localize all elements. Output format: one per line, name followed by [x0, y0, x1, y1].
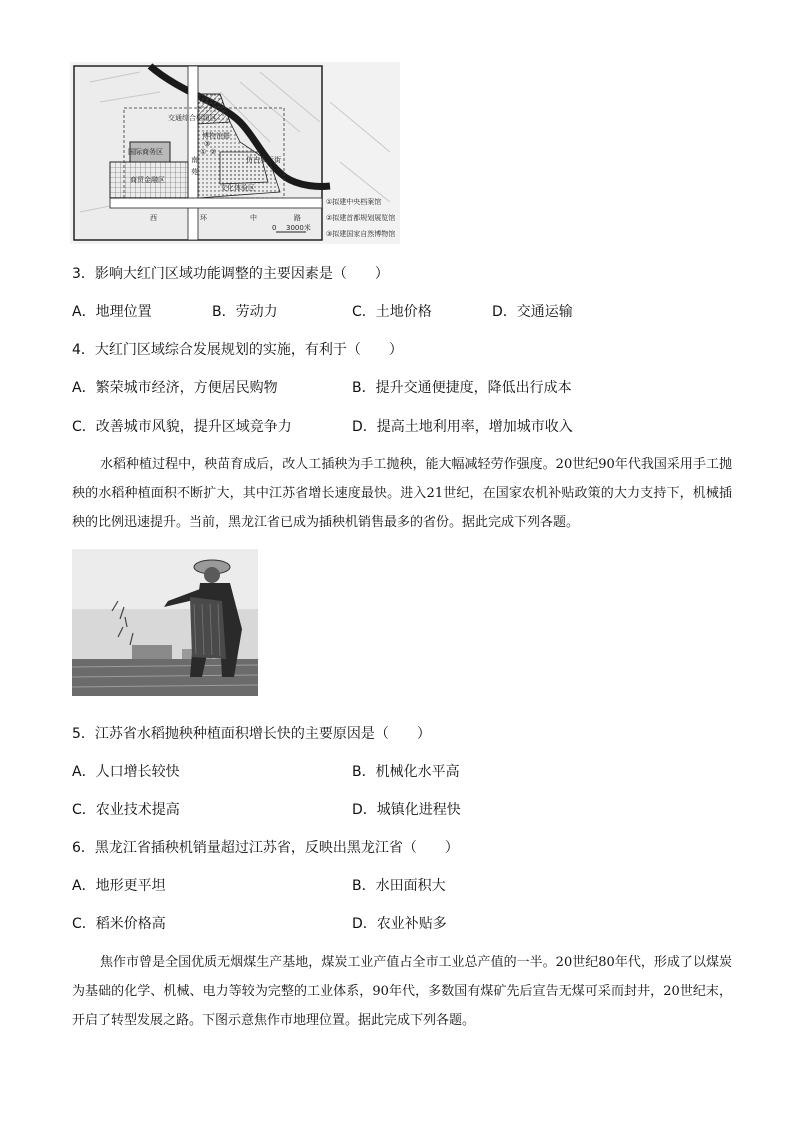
road-char-4: 路: [294, 214, 301, 222]
q5-option-b[interactable]: B．机械化水平高: [352, 764, 460, 780]
q5-option-c[interactable]: C．农业技术提高: [72, 802, 180, 818]
q3-option-a[interactable]: A．地理位置: [72, 304, 152, 320]
label-odd-area: 仿古步行街: [246, 156, 281, 164]
q6-option-c[interactable]: C．稻米价格高: [72, 916, 166, 932]
scale-zero: 0: [272, 224, 277, 232]
q4-option-c[interactable]: C．改善城市风貌，提升区域竞争力: [72, 419, 292, 435]
rice-passage: 水稻种植过程中，秧苗育成后，改人工插秧为手工抛秧，能大幅减轻劳作强度。20世纪90年代我国采用手工抛秧的水稻种植面积不断扩大，其中江苏省增长速度最快。进入21世纪，在国家农机补贴政策的大力支持下，机械插秧的比例迅速提升。当前，黑龙江省已成为插秧机销售最多的省份。据此完成下列各题。: [72, 457, 732, 530]
question-6-stem: 6．黑龙江省插秧机销量超过江苏省，反映出黑龙江省（ ）: [72, 840, 459, 856]
q3-option-b[interactable]: B．劳动力: [212, 304, 278, 320]
circled-3: ③: [204, 140, 211, 148]
question-5-stem: 5．江苏省水稻抛秧种植面积增长快的主要原因是（ ）: [72, 726, 431, 742]
q4-option-a[interactable]: A．繁荣城市经济，方便居民购物: [72, 380, 278, 396]
road-char-1: 西: [150, 214, 157, 222]
ring-road: [110, 198, 322, 208]
question-3-stem: 3．影响大红门区域功能调整的主要因素是（ ）: [72, 266, 389, 282]
label-transport-hub: 交通综合枢纽区: [168, 114, 217, 122]
q6-option-b[interactable]: B．水田面积大: [352, 878, 446, 894]
district-map: [70, 62, 400, 244]
farmer-illustration: [72, 549, 258, 696]
label-museum: 博物馆群: [202, 132, 230, 140]
scale-label: 3000米: [286, 224, 311, 232]
q4-option-d[interactable]: D．提高土地利用率，增加城市收入: [352, 419, 573, 435]
label-cultural: 文化体验区: [220, 184, 255, 192]
legend-item-1: ①拟建中央档案馆: [326, 198, 382, 206]
label-south: 南: [191, 156, 198, 164]
q3-option-d[interactable]: D．交通运输: [492, 304, 573, 320]
map-figure: [70, 62, 400, 244]
road-char-2: 环: [200, 214, 207, 222]
q5-option-a[interactable]: A．人口增长较快: [72, 764, 180, 780]
q5-option-d[interactable]: D．城镇化进程快: [352, 802, 461, 818]
legend-item-3: ③拟建国家自然博物馆: [326, 230, 396, 238]
q6-option-d[interactable]: D．农业补贴多: [352, 916, 447, 932]
circled-1: ①: [200, 148, 207, 156]
label-gate: 苑: [191, 168, 198, 176]
q4-option-b[interactable]: B．提升交通便捷度，降低出行成本: [352, 380, 572, 396]
central-road: [188, 66, 198, 240]
q3-option-c[interactable]: C．土地价格: [352, 304, 432, 320]
q6-option-a[interactable]: A．地形更平坦: [72, 878, 166, 894]
label-wholesale: 商贸金融区: [130, 176, 165, 184]
rice-transplant-photo: [72, 549, 258, 696]
jiaozuo-passage: 焦作市曾是全国优质无烟煤生产基地，煤炭工业产值占全市工业总产值的一半。20世纪80年代，形成了以煤炭为基础的化学、机械、电力等较为完整的工业体系，90年代，多数国有煤矿先后宣告无煤可采而封井，20世纪末，开启了转型发展之路。下图示意焦作市地理位置。据此完成下列各题。: [72, 955, 732, 1028]
legend-item-2: ②拟建首都规划展览馆: [326, 214, 396, 222]
question-4-stem: 4．大红门区域综合发展规划的实施，有利于（ ）: [72, 342, 403, 358]
road-char-3: 中: [250, 214, 257, 222]
circled-2: ②: [210, 148, 217, 156]
label-residential: 国际商务区: [128, 148, 163, 156]
